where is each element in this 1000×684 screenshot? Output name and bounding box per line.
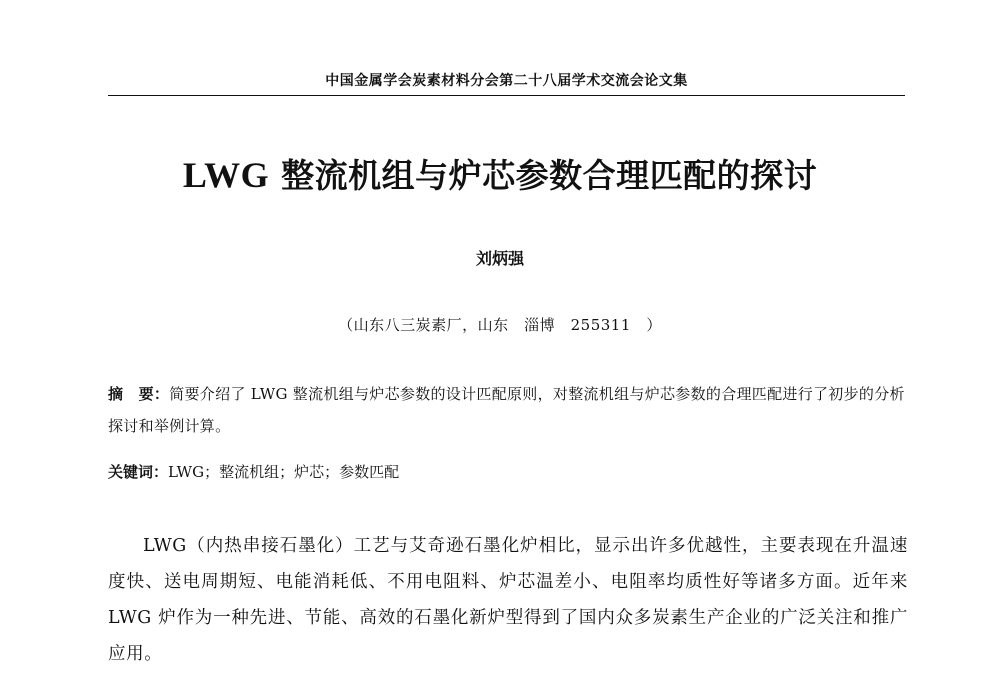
running-header: 中国金属学会炭素材料分会第二十八届学术交流会论文集 <box>325 73 688 89</box>
keywords-text: LWG；整流机组；炉芯；参数匹配 <box>168 463 400 481</box>
paper-title-latin: LWG <box>182 155 270 195</box>
keywords-label: 关键词： <box>108 463 169 481</box>
keywords <box>108 460 908 484</box>
paper-title-text: 整流机组与炉芯参数合理匹配的探讨 <box>269 156 818 195</box>
author-affiliation: （山东八三炭素厂，山东 淄博 255311 ） <box>338 316 662 334</box>
author-name: 刘炳强 <box>475 249 524 268</box>
abstract-text: 简要介绍了 LWG 整流机组与炉芯参数的设计匹配原则，对整流机组与炉芯参数的合理匹配进行了初步的分析探讨和举例计算。 <box>108 385 905 435</box>
abstract-label: 摘 要： <box>108 385 170 403</box>
header-rule <box>108 95 905 96</box>
body-paragraph: LWG（内热串接石墨化）工艺与艾奇逊石墨化炉相比，显示出许多优越性，主要表现在升温速度快、送电周期短、电能消耗低、不用电阻料、炉芯温差小、电阻率均质性好等诸多方面。近年来 LWG 炉作为一种先进、节能、高效的石墨化新炉型得到了国内众多炭素生产企业的广泛关注和推广应用。 <box>108 536 908 664</box>
abstract <box>108 378 908 442</box>
paper-title <box>0 150 1000 197</box>
